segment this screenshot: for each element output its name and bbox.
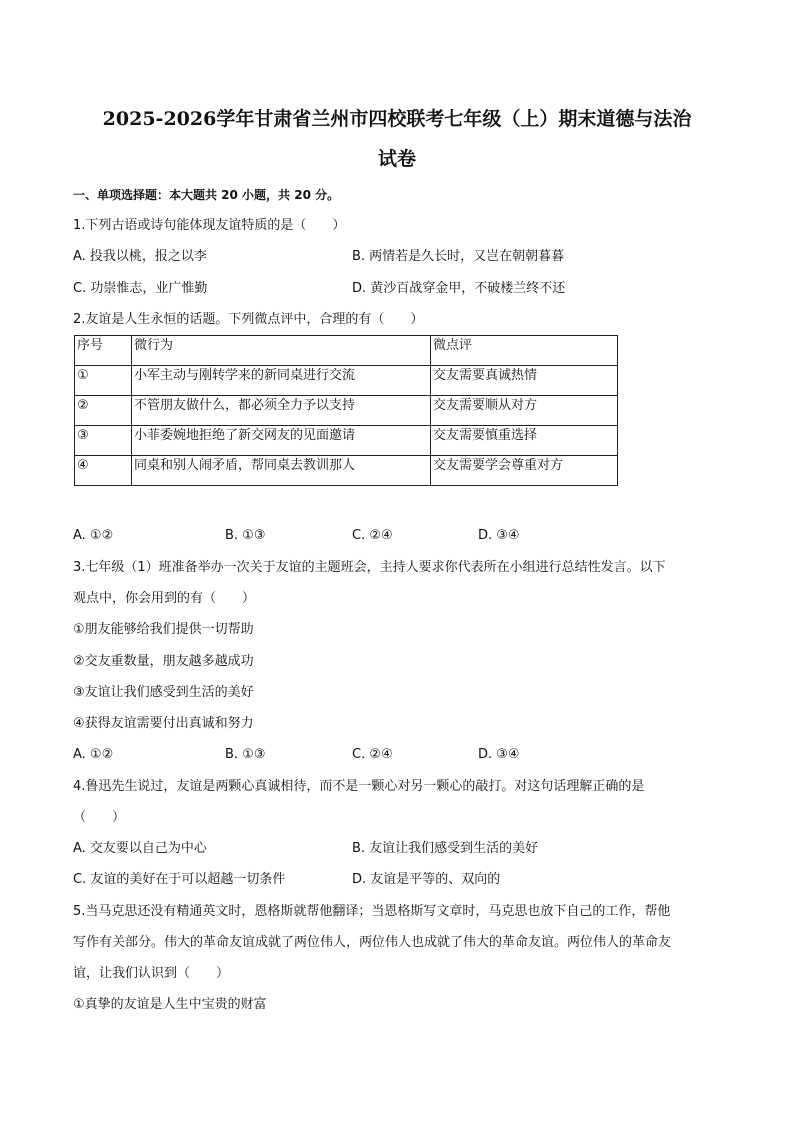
table-header-cell: 微行为 [132, 336, 431, 366]
q3-option-c: C. ②④ [352, 747, 393, 762]
table-cell: ④ [75, 456, 132, 486]
q5-stem-line2: 写作有关部分。伟大的革命友谊成就了两位伟人，两位伟人也成就了伟大的革命友谊。两位伟人的革命友 [73, 935, 672, 950]
table-cell: 小菲委婉地拒绝了新交网友的见面邀请 [132, 426, 431, 456]
q4-option-b: B. 友谊让我们感受到生活的美好 [352, 841, 539, 856]
q1-option-b: B. 两情若是久长时，又岂在朝朝暮暮 [352, 249, 565, 264]
q3-option-b: B. ①③ [225, 747, 266, 762]
q2-table [74, 335, 618, 486]
table-cell: ③ [75, 426, 132, 456]
q2-option-a: A. ①② [73, 528, 114, 543]
table-cell: 交友需要慎重选择 [431, 426, 618, 456]
q3-option-d: D. ③④ [478, 747, 520, 762]
exam-title-line2: 试卷 [377, 148, 416, 170]
q3-statement-1: ①朋友能够给我们提供一切帮助 [73, 622, 254, 637]
table-cell: 交友需要学会尊重对方 [431, 456, 618, 486]
q3-statement-4: ④获得友谊需要付出真诚和努力 [73, 716, 254, 731]
q2-option-c: C. ②④ [352, 528, 393, 543]
table-row [75, 366, 618, 396]
q3-stem-line1: 3.七年级（1）班准备举办一次关于友谊的主题班会，主持人要求你代表所在小组进行总结性发言。以下 [73, 560, 666, 575]
q1-option-c: C. 功崇惟志，业广惟勤 [73, 281, 208, 296]
table-header-cell: 微点评 [431, 336, 618, 366]
table-row [75, 456, 618, 486]
q3-option-a: A. ①② [73, 747, 114, 762]
table-cell: 交友需要真诚热情 [431, 366, 618, 396]
table-cell: 不管朋友做什么，都必须全力予以支持 [132, 396, 431, 426]
table-cell: ① [75, 366, 132, 396]
table-row [75, 426, 618, 456]
q3-statement-3: ③友谊让我们感受到生活的美好 [73, 685, 254, 700]
table-cell: 交友需要顺从对方 [431, 396, 618, 426]
q4-option-d: D. 友谊是平等的、双向的 [352, 872, 501, 887]
q2-stem: 2.友谊是人生永恒的话题。下列微点评中，合理的有（ ） [73, 312, 424, 327]
table-cell: 小军主动与刚转学来的新同桌进行交流 [132, 366, 431, 396]
q5-statement-1: ①真挚的友谊是人生中宝贵的财富 [73, 997, 267, 1012]
q1-stem: 1.下列古语或诗句能体现友谊特质的是（ ） [73, 218, 346, 233]
q3-stem-line2: 观点中，你会用到的有（ ） [73, 591, 256, 606]
q2-option-b: B. ①③ [225, 528, 266, 543]
q1-option-a: A. 投我以桃，报之以李 [73, 249, 207, 264]
table-cell: ② [75, 396, 132, 426]
q4-option-c: C. 友谊的美好在于可以超越一切条件 [73, 872, 286, 887]
exam-title-line1: 2025-2026学年甘肃省兰州市四校联考七年级（上）期末道德与法治 [102, 108, 692, 130]
table-row [75, 396, 618, 426]
q1-option-d: D. 黄沙百战穿金甲，不破楼兰终不还 [352, 281, 566, 296]
q5-stem-line3: 谊，让我们认识到（ ） [73, 966, 230, 981]
q5-stem-line1: 5.当马克思还没有精通英文时，恩格斯就帮他翻译；当恩格斯写文章时，马克思也放下自己的工作，帮他 [73, 904, 671, 919]
table-header-row [75, 336, 618, 366]
section-heading: 一、单项选择题：本大题共 20 小题，共 20 分。 [73, 188, 340, 202]
q3-statement-2: ②交友重数量，朋友越多越成功 [73, 654, 254, 669]
q4-option-a: A. 交友要以自己为中心 [73, 841, 207, 856]
q2-option-d: D. ③④ [478, 528, 520, 543]
q4-stem-line1: 4.鲁迅先生说过，友谊是两颗心真诚相待，而不是一颗心对另一颗心的敲打。对这句话理解正确的是 [73, 779, 645, 794]
table-cell: 同桌和别人闹矛盾，帮同桌去教训那人 [132, 456, 431, 486]
table-header-cell: 序号 [75, 336, 132, 366]
q4-stem-line2: （ ） [73, 810, 126, 825]
